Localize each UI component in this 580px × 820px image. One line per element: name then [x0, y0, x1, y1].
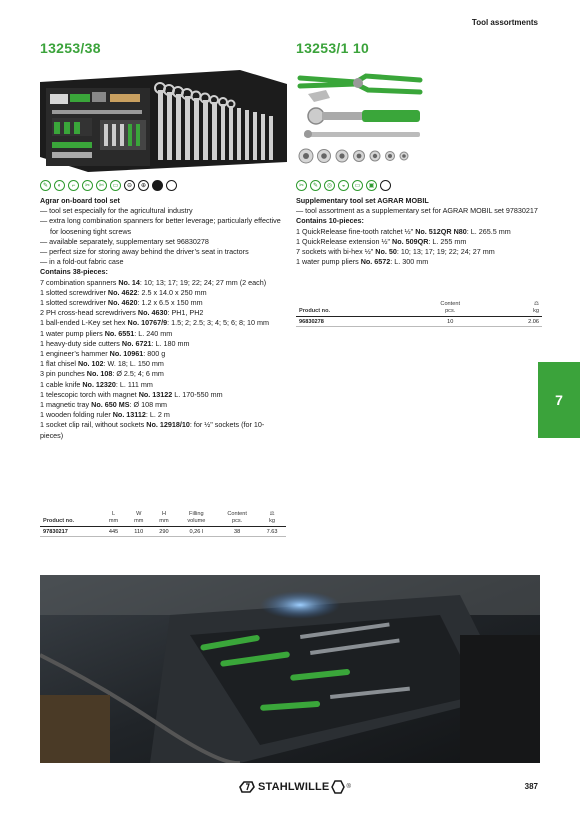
left-bullets: [40, 206, 286, 267]
col-product-no: Product no.: [43, 518, 75, 524]
col-length: L mm: [108, 511, 119, 524]
col-weight: ⚖ kg: [269, 511, 276, 524]
list-item: 3 pin punches No. 108: Ø 2.5; 4; 6 mm: [40, 369, 164, 379]
hammer-icon: ▭: [110, 180, 121, 191]
bullet: — tool set especially for the agricultural industry: [40, 206, 193, 216]
product-image-right: [296, 64, 436, 172]
feature-icons-left: [40, 180, 177, 191]
col-product-no: Product no.: [299, 308, 331, 314]
ratchet-icon: ◒: [338, 180, 349, 191]
col-height: H mm: [159, 511, 169, 524]
table-row: [40, 527, 286, 537]
cell: 110: [134, 528, 144, 535]
col-content: Content pcs.: [227, 511, 247, 524]
tractor-photo: [40, 575, 540, 763]
spanner-icon: ✎: [40, 180, 51, 191]
registered-icon: ®: [346, 784, 351, 790]
list-item: 1 heavy-duty side cutters No. 6721: L. 180 mm: [40, 338, 190, 348]
list-item: 1 telescopic torch with magnet No. 13122 L. 170-550 mm: [40, 389, 223, 399]
list-item: 1 QuickRelease fine-tooth ratchet ½" No. 512QR N80: L. 265.5 mm: [296, 226, 511, 236]
bullet: — available separately, supplementary set 96830278: [40, 236, 209, 246]
table-header-row: [296, 300, 542, 317]
right-contents-list: [296, 227, 542, 268]
left-spec-table: [40, 510, 286, 537]
list-item: 7 sockets with bi-hex ½" No. 50: 10; 13; 17; 19; 22; 24; 27 mm: [296, 247, 495, 257]
table-row: [296, 317, 542, 327]
right-contains-heading: Contains 10-pieces:: [296, 216, 364, 226]
slot-icon: ⊖: [124, 180, 135, 191]
bullet: — perfect size for storing away behind the driver’s seat in tractors: [40, 247, 249, 257]
cell-product-no: 96830278: [299, 318, 324, 325]
cutter-icon: ✄: [96, 180, 107, 191]
right-spec-table: [296, 300, 542, 327]
filled-circle-icon: [152, 180, 163, 191]
right-heading: Supplementary tool set AGRAR MOBIL: [296, 196, 429, 205]
list-item: 1 water pump pliers No. 6551: L. 240 mm: [40, 328, 173, 338]
list-item: 1 magnetic tray No. 650 MS: Ø 108 mm: [40, 400, 168, 410]
page-number: 387: [524, 782, 538, 791]
logo-hex-icon: [331, 780, 345, 794]
col-filling: Filling volume: [187, 511, 206, 524]
list-item: 1 slotted screwdriver No. 4620: 1.2 x 6.5 x 150 mm: [40, 298, 203, 308]
right-description: [296, 196, 542, 267]
lkey-icon: ⌐: [68, 180, 79, 191]
socket-icon: ◎: [324, 180, 335, 191]
cell: 10: [447, 318, 454, 325]
list-item: 1 cable knife No. 12320: L. 111 mm: [40, 379, 153, 389]
list-item: 1 QuickRelease extension ½" No. 509QR: L. 255 mm: [296, 236, 467, 246]
list-item: 1 engineer’s hammer No. 10961: 800 g: [40, 349, 166, 359]
section-label: Tool assortments: [471, 18, 538, 27]
weight-icon: ⚖: [533, 301, 539, 307]
product-image-left: [40, 62, 287, 172]
list-item: 1 wooden folding ruler No. 13112: L. 2 m: [40, 410, 170, 420]
chapter-tab: 7: [538, 362, 580, 438]
bullet: — in a fold-out fabric case: [40, 257, 124, 267]
pliers-icon: ✂: [82, 180, 93, 191]
left-heading: Agrar on-board tool set: [40, 196, 120, 205]
cell-product-no: 97830217: [43, 528, 68, 535]
col-weight: ⚖ kg: [533, 301, 539, 314]
cell: 0,26 l: [189, 528, 204, 535]
product-code-right: 13253/1 10: [296, 40, 370, 56]
spanner-icon: ✎: [310, 180, 321, 191]
cell: 38: [234, 528, 241, 535]
list-item: 1 flat chisel No. 102: W. 18; L. 150 mm: [40, 359, 164, 369]
screwdriver-icon: ◐: [54, 180, 65, 191]
left-contains-heading: Contains 38-pieces:: [40, 267, 108, 277]
list-item: 1 water pump pliers No. 6572: L. 300 mm: [296, 257, 429, 267]
list-item: 7 combination spanners No. 14: 10; 13; 17; 19; 22; 24; 27 mm (2 each): [40, 277, 267, 287]
extension-icon: ▭: [352, 180, 363, 191]
ring-icon: [166, 180, 177, 191]
logo-mark-icon: [238, 780, 256, 794]
list-item: 1 slotted screwdriver No. 4622: 2.5 x 14.0 x 250 mm: [40, 287, 207, 297]
list-item: 2 PH cross-head screwdrivers No. 4630: PH1, PH2: [40, 308, 204, 318]
brand-name: STAHLWILLE: [258, 781, 330, 793]
pliers-icon: ✂: [296, 180, 307, 191]
col-content: Content pcs.: [440, 301, 460, 314]
left-contents-list: [40, 278, 286, 441]
cell: 445: [108, 528, 119, 535]
list-item: 1 socket clip rail, without sockets No. 12918/10: for ½" sockets (for 10-pieces): [40, 420, 265, 440]
bullet: — tool assortment as a supplementary set for AGRAR MOBIL set 97830217: [296, 206, 538, 216]
col-width: W mm: [134, 511, 144, 524]
cross-icon: ⊕: [138, 180, 149, 191]
left-description: [40, 196, 286, 441]
weight-icon: ⚖: [269, 511, 275, 517]
feature-icons-right: [296, 180, 391, 191]
list-item: 1 ball-ended L-Key set hex No. 10767/9: 1.5; 2; 2.5; 3; 4; 5; 6; 8; 10 mm: [40, 318, 269, 328]
cell: 2.06: [528, 318, 539, 325]
brand-logo: [238, 780, 351, 794]
product-code-left: 13253/38: [40, 40, 101, 56]
bullet: — extra long combination spanners for better leverage; particularly effective for loosening tight screws: [40, 216, 281, 236]
cell: 7.63: [266, 528, 278, 535]
cell: 290: [159, 528, 169, 535]
ring-icon: [380, 180, 391, 191]
case-icon: ▣: [366, 180, 377, 191]
table-header-row: [40, 510, 286, 527]
